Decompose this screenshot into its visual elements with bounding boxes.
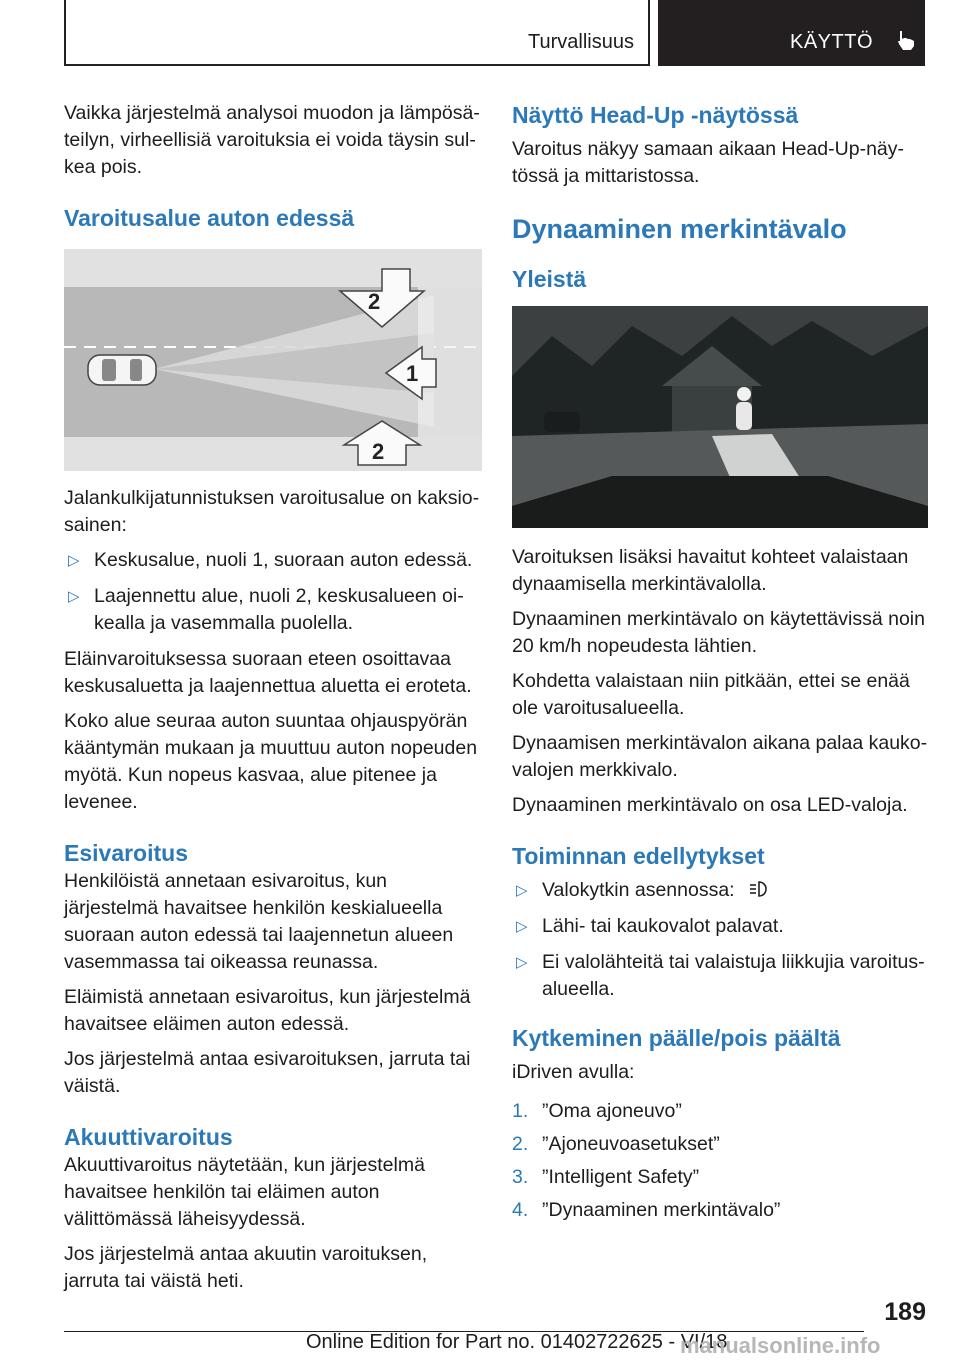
arrow-label-1: 1 — [406, 361, 419, 386]
left-column — [64, 100, 482, 1303]
zone-list — [64, 547, 482, 637]
list-item: 3. ”Intelligent Safety” — [512, 1166, 700, 1188]
list-item: ▷ Keskusalue, nuoli 1, suoraan auton edessä. — [64, 547, 482, 574]
heading-switch-on-off: Kytkeminen päälle/pois päältä — [512, 1025, 841, 1051]
pedestrian-icon — [736, 387, 752, 430]
heading-head-up: Näyttö Head-Up -näytössä — [512, 102, 799, 128]
list-item: ▷ Laajennettu alue, nuoli 2, keskusalueen oikealla ja vasemmalla puolella. — [68, 585, 464, 634]
page-number: 189 — [884, 1298, 926, 1326]
heading-conditions: Toiminnan edellytykset — [512, 843, 765, 869]
acute-warning-p1: Akuuttivaroitus näytetään, kun järjestelmä havaitsee henkilön tai eläimen auton välittömässä läheisyydessä. — [64, 1154, 425, 1230]
list-item: 4. ”Dynaaminen merkintävalo” — [512, 1199, 781, 1221]
heading-acute-warning: Akuuttivaroitus — [64, 1124, 233, 1150]
list-item: 1. ”Oma ajoneuvo” — [512, 1100, 682, 1122]
general-p2: Dynaaminen merkintävalo on käytettävissä noin 20 km/h nopeudesta lähtien. — [512, 608, 925, 657]
pre-warning-p3: Jos järjestelmä antaa esivaroituksen, jarruta tai väistä. — [64, 1048, 471, 1097]
whole-area-paragraph: Koko alue seuraa auton suuntaa ohjauspyörän kääntymän mukaan ja muuttuu auton nopeuden myötä. Kun nopeus kasvaa, alue pitenee ja levenee. — [64, 710, 478, 813]
edition-text: Online Edition for Part no. 01402722625 - VI/18 — [306, 1331, 728, 1353]
watermark-text: manualsonline.info — [680, 1333, 881, 1358]
list-item: ▷ Ei valolähteitä tai valaistuja liikkujia varoitusalueella. — [516, 951, 925, 1000]
warning-area-diagram — [64, 249, 482, 471]
triangle-bullet-icon: ▷ — [516, 954, 528, 971]
figure-caption: Jalankulkijatunnistuksen varoitusalue on kaksiosainen: — [64, 487, 480, 536]
head-up-paragraph: Varoitus näkyy samaan aikaan Head-Up-näytössä ja mittaristossa. — [512, 138, 905, 187]
heading-general: Yleistä — [512, 266, 587, 292]
triangle-bullet-icon: ▷ — [516, 882, 528, 899]
acute-warning-p2: Jos järjestelmä antaa akuutin varoituksen, jarruta tai väistä heti. — [64, 1243, 428, 1292]
list-item: 2. ”Ajoneuvoasetukset” — [512, 1133, 720, 1155]
right-column — [512, 100, 930, 1230]
general-p3: Kohdetta valaistaan niin pitkään, ettei se enää ole varoitusalueella. — [512, 670, 910, 719]
arrow-label-2-top: 2 — [368, 289, 381, 314]
list-item: ▷ Lähi- tai kaukovalot palavat. — [512, 913, 930, 940]
general-p5: Dynaaminen merkintävalo on osa LED-valoja. — [512, 794, 908, 816]
list-item: ▷ Valokytkin asennossa: — [512, 877, 930, 904]
triangle-bullet-icon: ▷ — [68, 588, 80, 605]
pre-warning-p2: Eläimistä annetaan esivaroitus, kun järjestelmä havaitsee eläimen auton edessä. — [64, 986, 471, 1035]
triangle-bullet-icon: ▷ — [516, 918, 528, 935]
car-icon — [88, 355, 156, 385]
auto-headlight-icon — [748, 879, 770, 899]
heading-dynamic-marking-light: Dynaaminen merkintävalo — [512, 214, 847, 244]
animal-paragraph: Eläinvaroituksessa suoraan eteen osoittavaa keskusaluetta ja laajennettua aluetta ei eroteta. — [64, 648, 472, 697]
heading-pre-warning: Esivaroitus — [64, 840, 188, 866]
header-chapter-title: KÄYTTÖ — [790, 31, 874, 53]
steps-list — [512, 1098, 930, 1224]
conditions-list — [512, 877, 930, 1003]
heading-warning-area: Varoitusalue auton edessä — [64, 205, 355, 231]
night-road-photo — [512, 306, 928, 528]
header-section-title: Turvallisuus — [528, 31, 634, 53]
switch-paragraph: iDriven avulla: — [512, 1061, 635, 1083]
pointing-hand-icon — [896, 29, 916, 51]
general-p1: Varoituksen lisäksi havaitut kohteet valaistaan dynaamisella merkintävalolla. — [512, 546, 909, 595]
pre-warning-p1: Henkilöistä annetaan esivaroitus, kun järjestelmä havaitsee henkilön keskialueella suoraan auton edessä tai laajennetun alueen vasemmassa tai oikeassa reunassa. — [64, 870, 454, 973]
triangle-bullet-icon: ▷ — [68, 552, 80, 569]
general-p4: Dynaamisen merkintävalon aikana palaa kaukovalojen merkkivalo. — [512, 732, 928, 781]
header-section-tab — [64, 0, 650, 66]
intro-paragraph: Vaikka järjestelmä analysoi muodon ja lämpösäteilyn, virheellisiä varoituksia ei voida täysin sulkea pois. — [64, 102, 480, 178]
header-chapter-tab — [658, 0, 925, 66]
arrow-label-2-bottom: 2 — [372, 439, 385, 464]
oncoming-car — [544, 412, 580, 432]
